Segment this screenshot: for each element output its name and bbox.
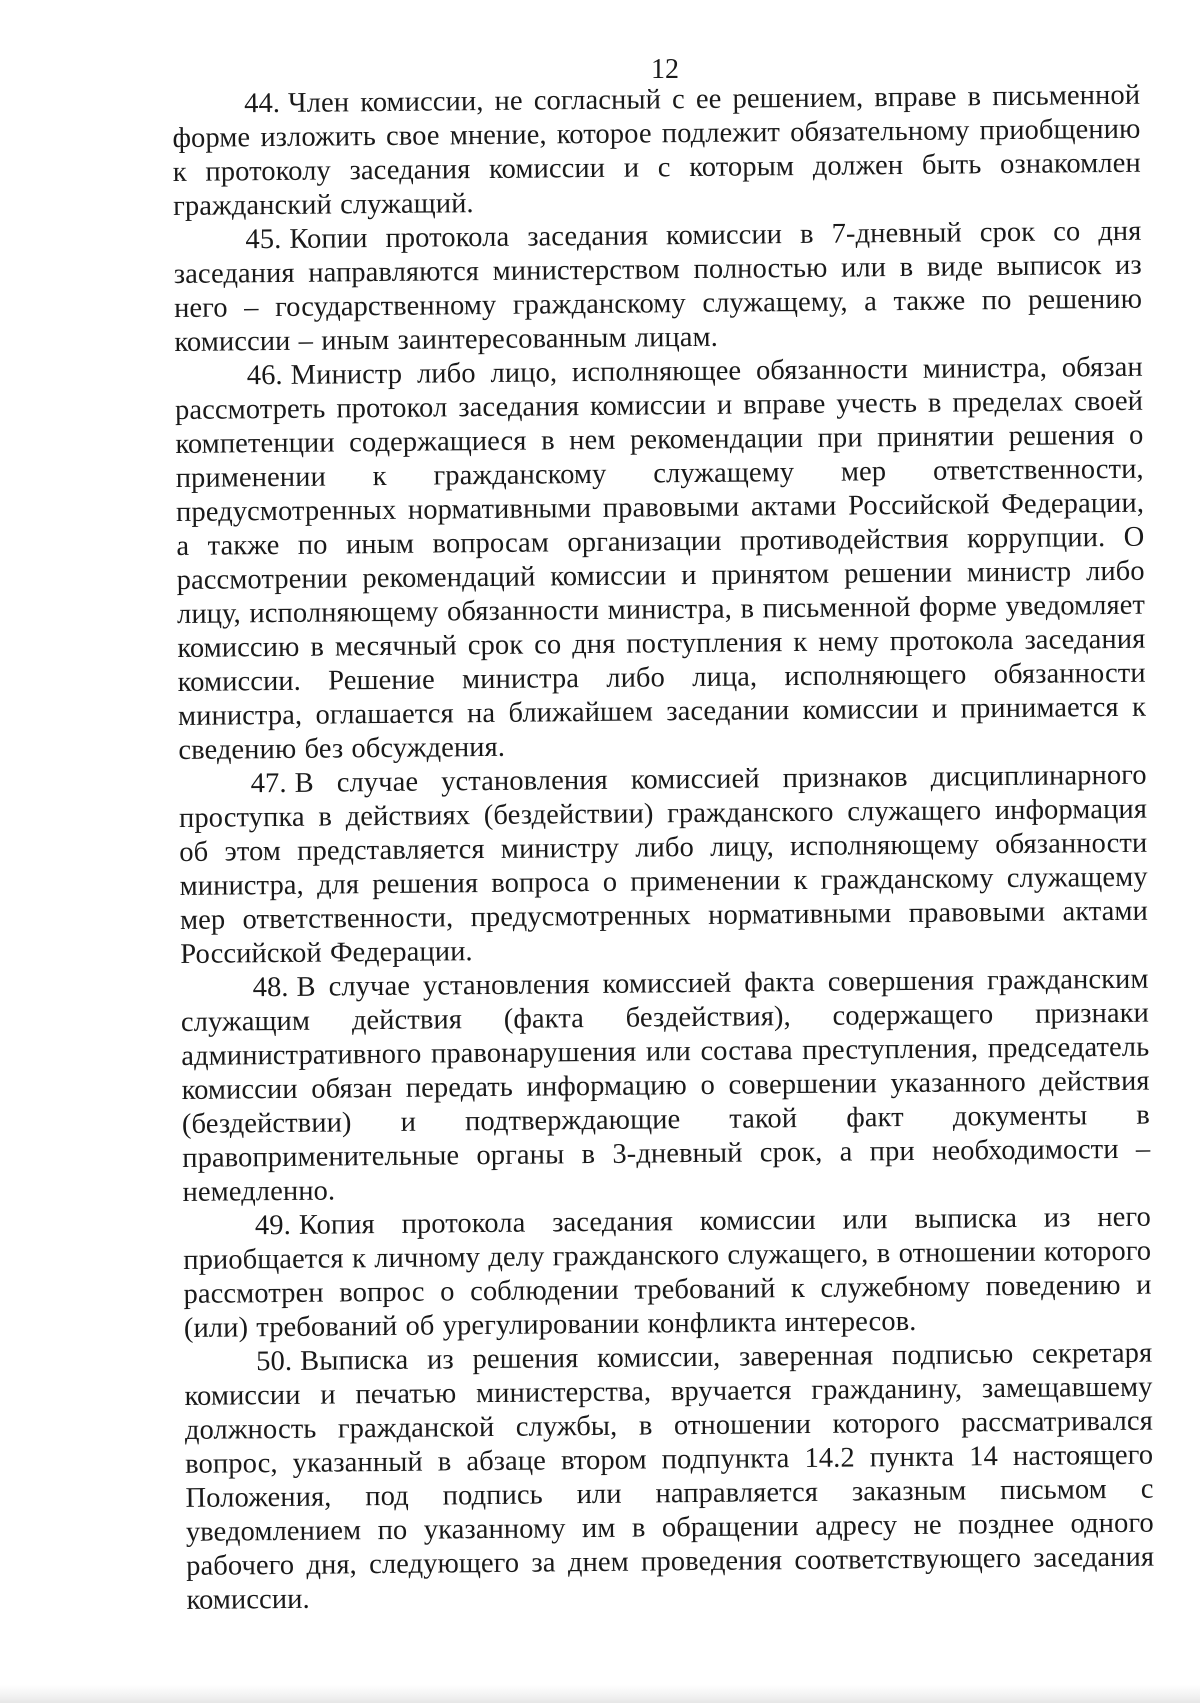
document-body	[172, 79, 1155, 1618]
paragraph-number: 49.	[254, 1209, 292, 1242]
paragraph-text: Министр либо лицо, исполняющее обязанности министра, обязан рассмотреть протокол заседания комиссии и вправе учесть в пределах своей компетенции содержащиеся в нем рекомендации при принятии решения о применении к гражданскому служащему мер ответственности, предусмотренных нормативными правовыми актами Российской Федерации, а также по иным вопросам организации противодействия коррупции. О рассмотрении рекомендаций комиссии и принятом решении министр либо лицу, исполняющему обязанности министра, в письменной форме уведомляет комиссию в месячный срок со дня поступления к нему протокола заседания комиссии. Решение министра либо лица, исполняющего обязанности министра, оглашается на ближайшем заседании комиссии и принимается к сведению без обсуждения.	[174, 351, 1147, 766]
paragraph-text: Член комиссии, не согласный с ее решением, вправе в письменной форме изложить свое мнение, которое подлежит обязательному приобщению к протоколу заседания комиссии и с которым должен быть ознакомлен гражданский служащий.	[172, 79, 1141, 222]
paragraph-46	[175, 351, 1147, 768]
scan-bottom-edge	[0, 1685, 1200, 1703]
paragraph-45	[173, 215, 1142, 360]
paragraph-50	[184, 1337, 1155, 1618]
paragraph-number: 47.	[250, 767, 287, 800]
paragraph-44	[172, 79, 1141, 224]
paragraph-text: Копии протокола заседания комиссии в 7-дневный срок со дня заседания направляются министерством полностью или в виде выписок из него – государственному гражданскому служащему, а также по решению комиссии – иным заинтересованным лицам.	[173, 215, 1143, 358]
paragraph-number: 44.	[244, 87, 281, 120]
page-number: 12	[651, 54, 679, 85]
paragraph-number: 46.	[246, 359, 283, 392]
paragraph-48	[180, 963, 1150, 1210]
paragraph-text: Выписка из решения комиссии, заверенная подписью секретаря комиссии и печатью министерства, вручается гражданину, замещавшему должность гражданской службы, в отношении которого рассматривался вопрос, указанный в абзаце втором подпункта 14.2 пункта 14 настоящего Положения, под подпись или направляется заказным письмом с уведомлением по указанному им в обращении адресу не позднее одного рабочего дня, следующего за днем проведения соответствующего заседания комиссии.	[184, 1337, 1155, 1616]
paragraph-text: Копия протокола заседания комиссии или выписка из него приобщается к личному делу гражданского служащего, в отношении которого рассмотрен вопрос о соблюдении требований к служебному поведению и (или) требований об урегулировании конфликта интересов.	[183, 1201, 1152, 1344]
paragraph-number: 48.	[252, 971, 289, 1004]
paragraph-text: В случае установления комиссией признаков дисциплинарного проступка в действиях (бездействии) гражданского служащего информация об этом представляется министру либо лицу, исполняющему обязанности министра, для решения вопроса о применении к гражданскому служащему мер ответственности, предусмотренных нормативными правовыми актами Российской Федерации.	[178, 759, 1149, 970]
paragraph-number: 45.	[245, 223, 282, 256]
paragraph-47	[179, 759, 1149, 972]
paragraph-text: В случае установления комиссией факта совершения гражданским служащим действия (факта бездействия), содержащего признаки административного правонарушения или состава преступления, председатель комиссии обязан передать информацию о совершении указанного действия (бездействии) и подтверждающие такой факт документы в правоприменительные органы в 3-дневный срок, а при необходимости – немедленно.	[180, 963, 1151, 1208]
paragraph-number: 50.	[256, 1345, 293, 1378]
paragraph-49	[183, 1201, 1152, 1346]
